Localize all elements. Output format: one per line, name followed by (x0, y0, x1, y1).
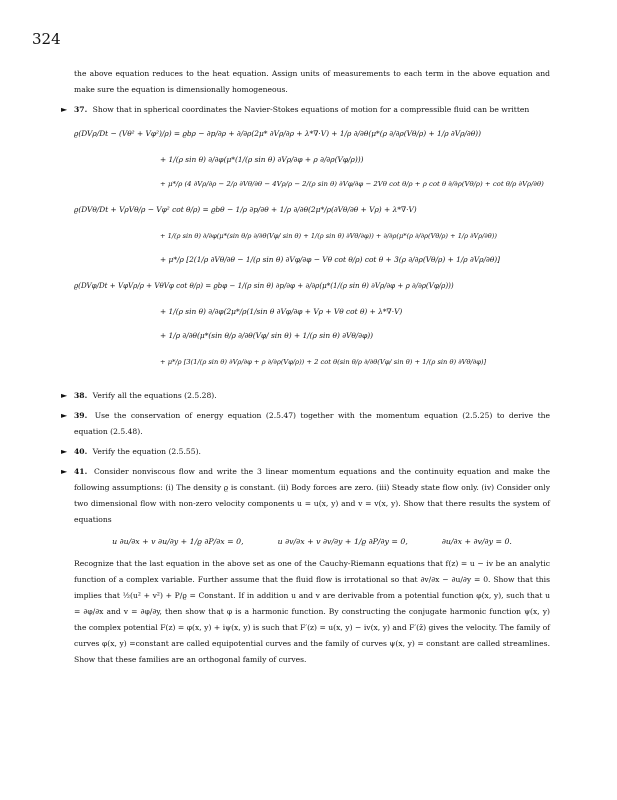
exercise-text: Consider nonviscous flow and write the 3 linear momentum equations and the continuity equation and make the following assumptions: (i) The density ϱ is constant. (ii) Body forces are zero. (iii) Steady state flow only. (iv) Consider only two dimensional flow with non-zero velocity components u = u(x, y) and v = v(x, y). Show that there results the system of equations (74, 467, 550, 524)
triangle-bullet-icon: ► (61, 105, 68, 114)
equation-line: + μ*/ρ [3(1/(ρ sin θ) ∂Vρ/∂φ + ρ ∂/∂ρ(Vφ/ρ)) + 2 cot θ(sin θ/ρ ∂/∂θ(Vφ/ sin θ) + 1/(ρ sin θ) ∂Vθ/∂φ)] (160, 358, 487, 366)
exercise-text: Verify the equation (2.5.55). (92, 447, 201, 456)
triangle-bullet-icon: ► (61, 411, 68, 420)
exercise-number: 40. (74, 447, 88, 456)
page-content (61, 66, 551, 668)
exercise-37 (61, 102, 550, 118)
equation-line: + 1/ρ ∂/∂θ(μ*(sin θ/ρ ∂/∂θ(Vφ/ sin θ) + 1/(ρ sin θ) ∂Vθ/∂φ)) (160, 331, 374, 340)
triangle-bullet-icon: ► (61, 447, 68, 456)
exercise-text: Use the conservation of energy equation (2.5.47) together with the momentum equation (2.5.25) to derive the equation (2.5.48). (74, 411, 551, 436)
equation-line: + 1/(ρ sin θ) ∂/∂φ(μ*(1/(ρ sin θ) ∂Vρ/∂φ + ρ ∂/∂ρ(Vφ/ρ))) (160, 155, 364, 164)
exercise-number: 39. (74, 411, 88, 420)
exercise-number: 41. (74, 467, 88, 476)
triangle-bullet-icon: ► (61, 467, 68, 476)
equation-line: ϱ(DVφ/Dt + VφVρ/ρ + VθVφ cot θ/ρ) = ϱbφ − 1/(ρ sin θ) ∂p/∂φ + ∂/∂ρ(μ*(1/(ρ sin θ) ∂Vρ/∂φ + ρ ∂/∂ρ(Vφ/ρ))) (74, 281, 454, 290)
euler-system-equations (74, 534, 550, 550)
exercise-text: Show that in spherical coordinates the Navier-Stokes equations of motion for a compressible fluid can be written (92, 105, 530, 114)
exercise-text: Verify all the equations (2.5.28). (92, 391, 217, 400)
momentum-y-equation: u ∂v/∂x + v ∂v/∂y + 1/ϱ ∂P/∂y = 0, (277, 537, 408, 546)
exercise-number: 37. (74, 105, 88, 114)
exercise-41 (61, 464, 550, 528)
momentum-x-equation: u ∂u/∂x + v ∂u/∂y + 1/ϱ ∂P/∂x = 0, (112, 537, 244, 546)
equation-line: ϱ(DVθ/Dt + VρVθ/ρ − Vφ² cot θ/ρ) = ϱbθ − 1/ρ ∂p/∂θ + 1/ρ ∂/∂θ(2μ*/ρ(∂Vθ/∂θ + Vρ) + λ*∇·V) (74, 205, 417, 214)
page-number: 324 (32, 30, 61, 48)
intro-paragraph: the above equation reduces to the heat equation. Assign units of measurements to each term in the above equation and make sure the equation is dimensionally homogeneous. (74, 69, 550, 94)
exercise-number: 38. (74, 391, 88, 400)
equation-line: + 1/(ρ sin θ) ∂/∂φ(2μ*/ρ(1/sin θ ∂Vφ/∂φ + Vρ + Vθ cot θ) + λ*∇·V) (160, 307, 403, 316)
navier-stokes-equations (74, 124, 550, 380)
exercise-40 (61, 444, 550, 460)
equation-line: ϱ(DVρ/Dt − (Vθ² + Vφ²)/ρ) = ϱbρ − ∂p/∂ρ + ∂/∂ρ(2μ* ∂Vρ/∂ρ + λ*∇·V) + 1/ρ ∂/∂θ(μ*(ρ ∂/∂ρ(Vθ/ρ) + 1/ρ ∂Vρ/∂θ)) (74, 129, 481, 138)
continuity-equation: ∂u/∂x + ∂v/∂y = 0. (441, 537, 512, 546)
exercise-38 (61, 388, 550, 404)
equation-line: + μ*/ρ [2(1/ρ ∂Vθ/∂θ − 1/(ρ sin θ) ∂Vφ/∂φ − Vθ cot θ/ρ) cot θ + 3(ρ ∂/∂ρ(Vθ/ρ) + 1/ρ ∂Vρ/∂θ)] (160, 255, 501, 264)
exercise-39 (61, 408, 551, 440)
equation-line: + 1/(ρ sin θ) ∂/∂φ(μ*(sin θ/ρ ∂/∂θ(Vφ/ sin θ) + 1/(ρ sin θ) ∂Vθ/∂φ)) + ∂/∂ρ(μ*(ρ ∂/∂ρ(Vθ/ρ) + 1/ρ ∂Vρ/∂θ)) (160, 232, 497, 240)
exercise-41-continuation: Recognize that the last equation in the above set as one of the Cauchy-Riemann equations that f(z) = u − iv be an analytic function of a complex variable. Further assume that the fluid flow is irrotational so that ∂v/∂x − ∂u/∂y = 0. Show that this implies that ½(u² + v²) + P/ϱ = Constant. If in addition u and v are derivable from a potential function φ(x, y), such that u = ∂φ/∂x and v = ∂φ/∂y, then show that φ is a harmonic function. By constructing the conjugate harmonic function ψ(x, y) the complex potential F(z) = φ(x, y) + iψ(x, y) is such that F′(z) = u(x, y) − iv(x, y) and F′(z̄) gives the velocity. The family of curves φ(x, y) =constant are called equipotential curves and the family of curves ψ(x, y) = constant are called streamlines. Show that these families are an orthogonal family of curves. (74, 559, 550, 664)
triangle-bullet-icon: ► (61, 391, 68, 400)
equation-line: + μ*/ρ (4 ∂Vρ/∂ρ − 2/ρ ∂Vθ/∂θ − 4Vρ/ρ − 2/(ρ sin θ) ∂Vφ/∂φ − 2Vθ cot θ/ρ + ρ cot θ ∂/∂ρ(Vθ/ρ) + cot θ/ρ ∂Vρ/∂θ) (160, 180, 544, 188)
